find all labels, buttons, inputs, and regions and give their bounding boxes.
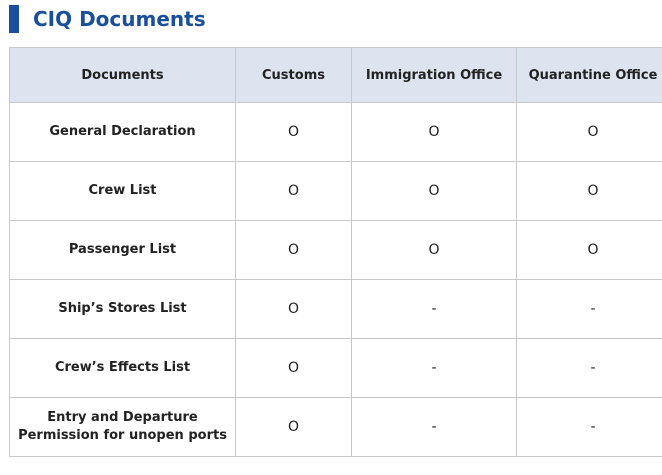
table-header-row	[10, 48, 662, 103]
customs-cell: O	[236, 162, 352, 221]
table-row	[10, 398, 662, 457]
table-row	[10, 162, 662, 221]
table-row	[10, 221, 662, 280]
table-row	[10, 280, 662, 339]
ciq-documents-table	[9, 47, 662, 457]
immigration-cell: O	[352, 103, 517, 162]
quarantine-cell: -	[517, 280, 662, 339]
column-header-quarantine: Quarantine Office	[517, 48, 662, 103]
document-name: General Declaration	[10, 103, 236, 162]
customs-cell: O	[236, 280, 352, 339]
section-title	[9, 4, 206, 34]
immigration-cell: -	[352, 280, 517, 339]
column-header-customs: Customs	[236, 48, 352, 103]
document-name: Entry and Departure Permission for unopen ports	[10, 398, 236, 457]
title-accent-bar	[9, 5, 19, 33]
quarantine-cell: O	[517, 221, 662, 280]
table-row	[10, 103, 662, 162]
column-header-immigration: Immigration Office	[352, 48, 517, 103]
document-name: Ship’s Stores List	[10, 280, 236, 339]
column-header-documents: Documents	[10, 48, 236, 103]
quarantine-cell: -	[517, 339, 662, 398]
customs-cell: O	[236, 398, 352, 457]
quarantine-cell: -	[517, 398, 662, 457]
table-row	[10, 339, 662, 398]
customs-cell: O	[236, 339, 352, 398]
document-name: Passenger List	[10, 221, 236, 280]
quarantine-cell: O	[517, 103, 662, 162]
immigration-cell: O	[352, 162, 517, 221]
immigration-cell: -	[352, 398, 517, 457]
quarantine-cell: O	[517, 162, 662, 221]
customs-cell: O	[236, 103, 352, 162]
customs-cell: O	[236, 221, 352, 280]
immigration-cell: O	[352, 221, 517, 280]
page-title: CIQ Documents	[33, 7, 206, 31]
document-name: Crew’s Effects List	[10, 339, 236, 398]
document-name: Crew List	[10, 162, 236, 221]
immigration-cell: -	[352, 339, 517, 398]
